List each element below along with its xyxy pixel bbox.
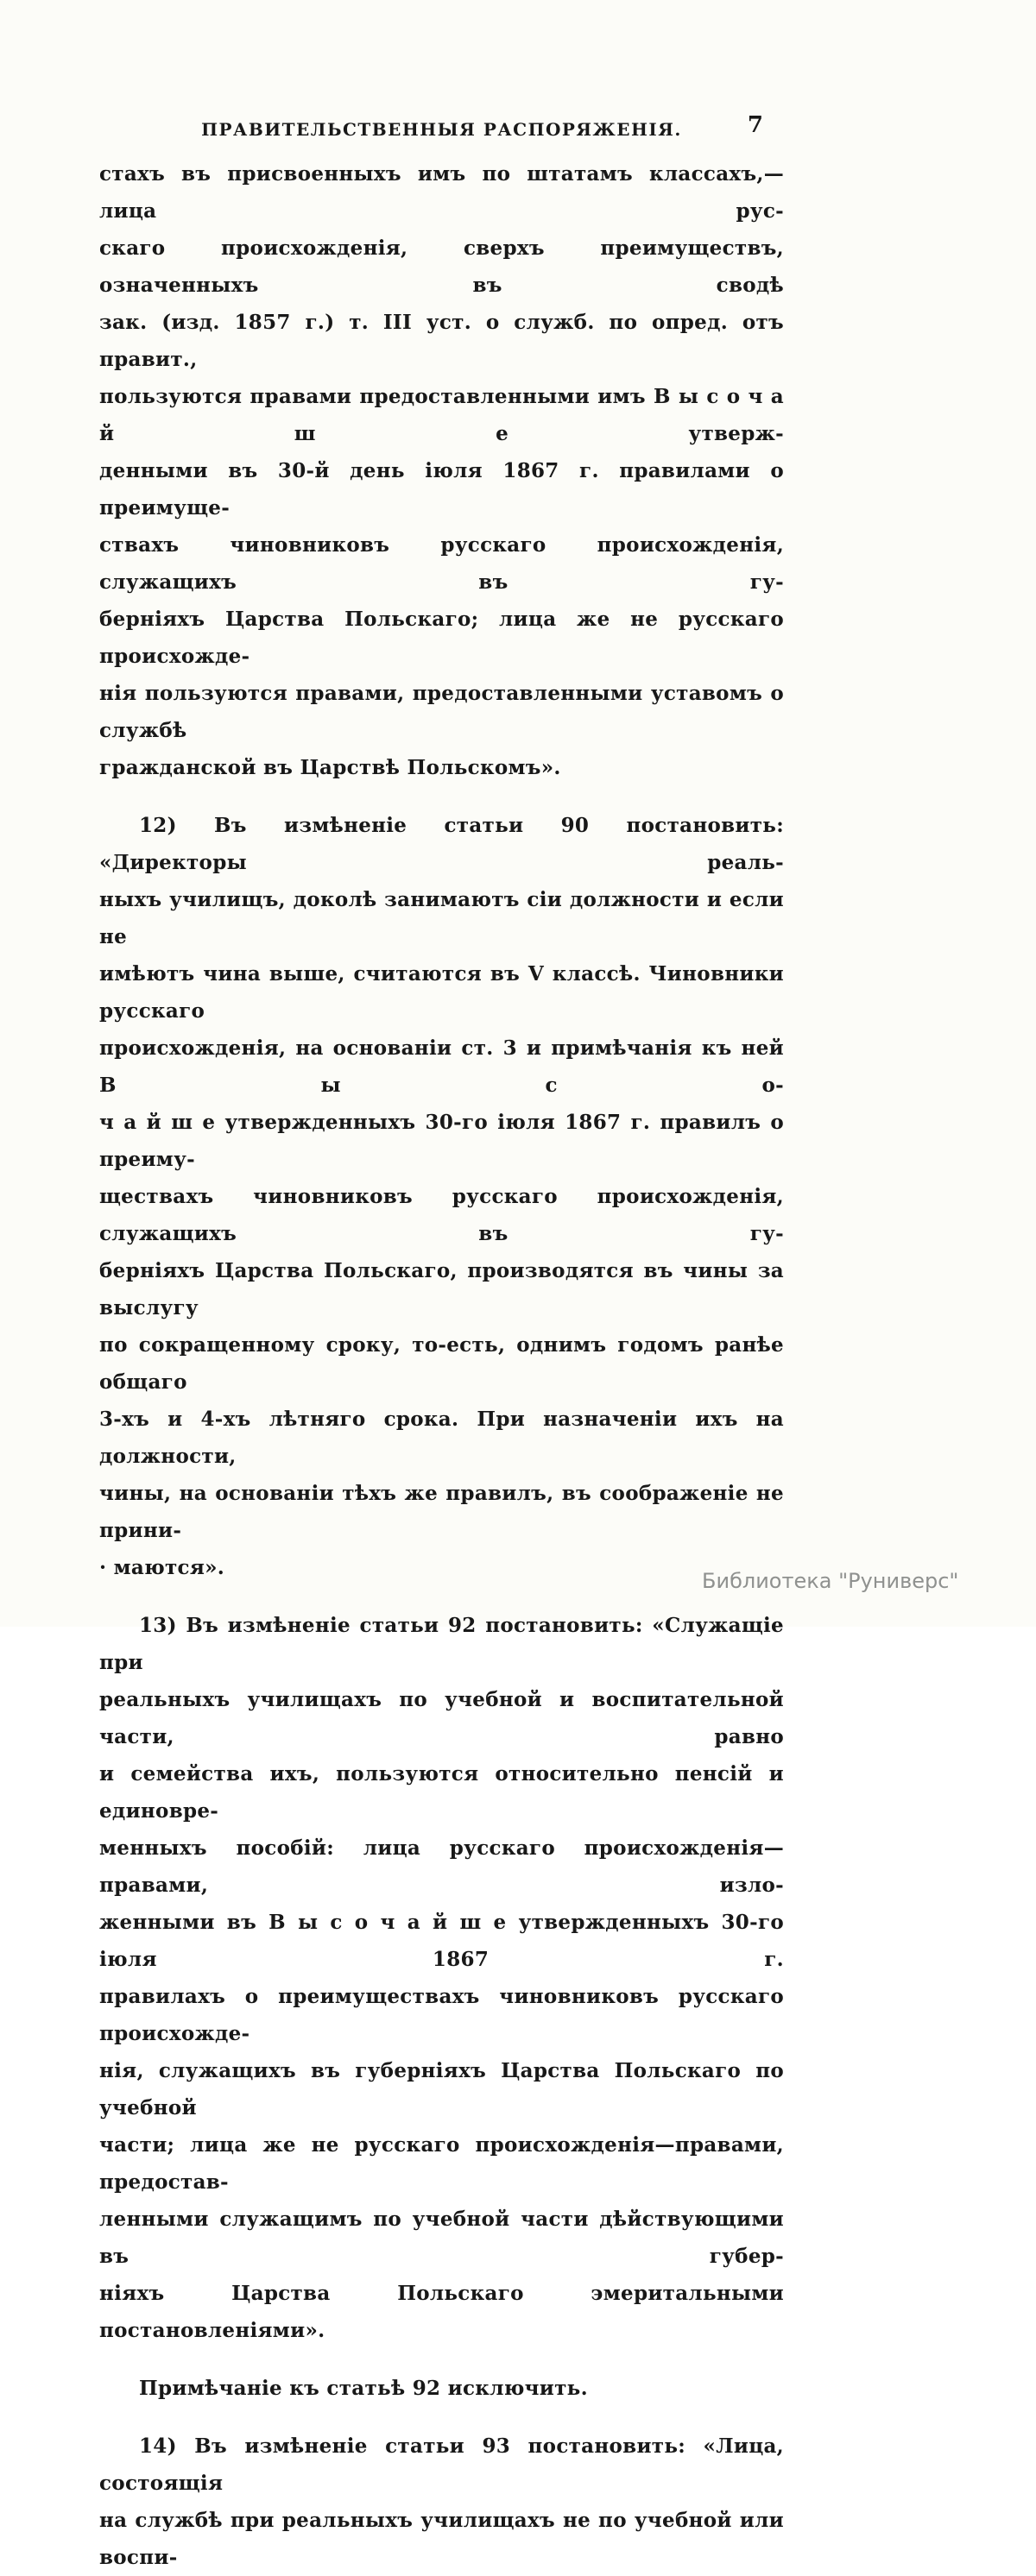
text-line: нія, служащихъ въ губерніяхъ Царства Польскаго по учебной [99,2059,784,2119]
text-line: и семейства ихъ, пользуются относительно пенсій и единовре- [99,1762,784,1823]
text-line: части; лица же не русскаго происхожденія—правами, предостав- [99,2133,784,2194]
text-line: зак. (изд. 1857 г.) т. III уст. о служб. по опред. отъ правит., [99,311,784,371]
text-line: чины, на основаніи тѣхъ же правилъ, въ соображеніе не прини- [99,1482,784,1542]
text-line: ч а й ш е утвержденныхъ 30-го іюля 1867 г. правилъ о преиму- [99,1111,784,1171]
text-line: ныхъ училищъ, доколѣ занимаютъ сіи должности и если не [99,888,784,948]
paragraph-item-13 [99,1607,784,2349]
text-line: правилахъ о преимуществахъ чиновниковъ русскаго происхожде- [99,1985,784,2045]
text-line: ніяхъ Царства Польскаго эмеритальными постановленіями». [99,2282,784,2342]
paragraph-item-12 [99,807,784,1586]
text-line: денными въ 30-й день іюля 1867 г. правилами о преимуще- [99,459,784,520]
text-line: 13) Въ измѣненіе статьи 92 постановить: «Служащіе при [99,1614,784,1674]
text-line: гражданской въ Царствѣ Польскомъ». [99,756,561,779]
text-line: женными въ В ы с о ч а й ш е утвержденныхъ 30-го іюля 1867 г. [99,1911,784,1971]
text-line: по сокращенному сроку, то-есть, однимъ годомъ ранѣе общаго [99,1333,784,1394]
running-head [99,112,784,154]
text-line: ществахъ чиновниковъ русскаго происхожденія, служащихъ въ гу- [99,1185,784,1245]
text-line: имѣютъ чина выше, считаются въ V классѣ. Чиновники русскаго [99,962,784,1023]
paragraph-continuation [99,155,784,786]
text-line: 12) Въ измѣненіе статьи 90 постановить: «Директоры реаль- [99,814,784,874]
text-line: происхожденія, на основаніи ст. 3 и примѣчанія къ ней В ы с о- [99,1036,784,1097]
paragraph-item-14 [99,2428,784,2576]
text-line: · маются». [99,1556,225,1579]
text-line: нія пользуются правами, предоставленными уставомъ о службѣ [99,682,784,742]
running-title: ПРАВИТЕЛЬСТВЕННЫЯ РАСПОРЯЖЕНІЯ. [201,119,682,140]
text-line: пользуются правами предоставленными имъ В ы с о ч а й ш е утверж- [99,385,784,445]
text-line: ленными служащимъ по учебной части дѣйствующими въ губер- [99,2208,784,2268]
text-line: Примѣчаніе къ статьѣ 92 исключить. [139,2377,588,2400]
text-line: 14) Въ измѣненіе статьи 93 постановить: «Лица, состоящія [99,2434,784,2495]
page-number: 7 [747,112,763,138]
text-line: стахъ въ присвоенныхъ имъ по штатамъ классахъ,—лица рус- [99,162,784,223]
library-watermark: Библиотека "Руниверс" [702,1569,959,1593]
paragraph-note [99,2370,784,2407]
text-line: менныхъ пособій: лица русскаго происхожденія—правами, изло- [99,1836,784,1897]
text-line: на службѣ при реальныхъ училищахъ не по учебной или воспи- [99,2509,784,2569]
text-line: берніяхъ Царства Польскаго; лица же не русскаго происхожде- [99,608,784,668]
text-line: берніяхъ Царства Польскаго, производятся въ чины за выслугу [99,1259,784,1319]
text-line: реальныхъ училищахъ по учебной и воспитательной части, равно [99,1688,784,1748]
text-line: 3-хъ и 4-хъ лѣтняго срока. При назначеніи ихъ на должности, [99,1408,784,1468]
text-line: скаго происхожденія, сверхъ преимуществъ, означенныхъ въ сводѣ [99,236,784,297]
page-body [99,155,784,2576]
text-line: ствахъ чиновниковъ русскаго происхожденія, служащихъ въ гу- [99,533,784,594]
